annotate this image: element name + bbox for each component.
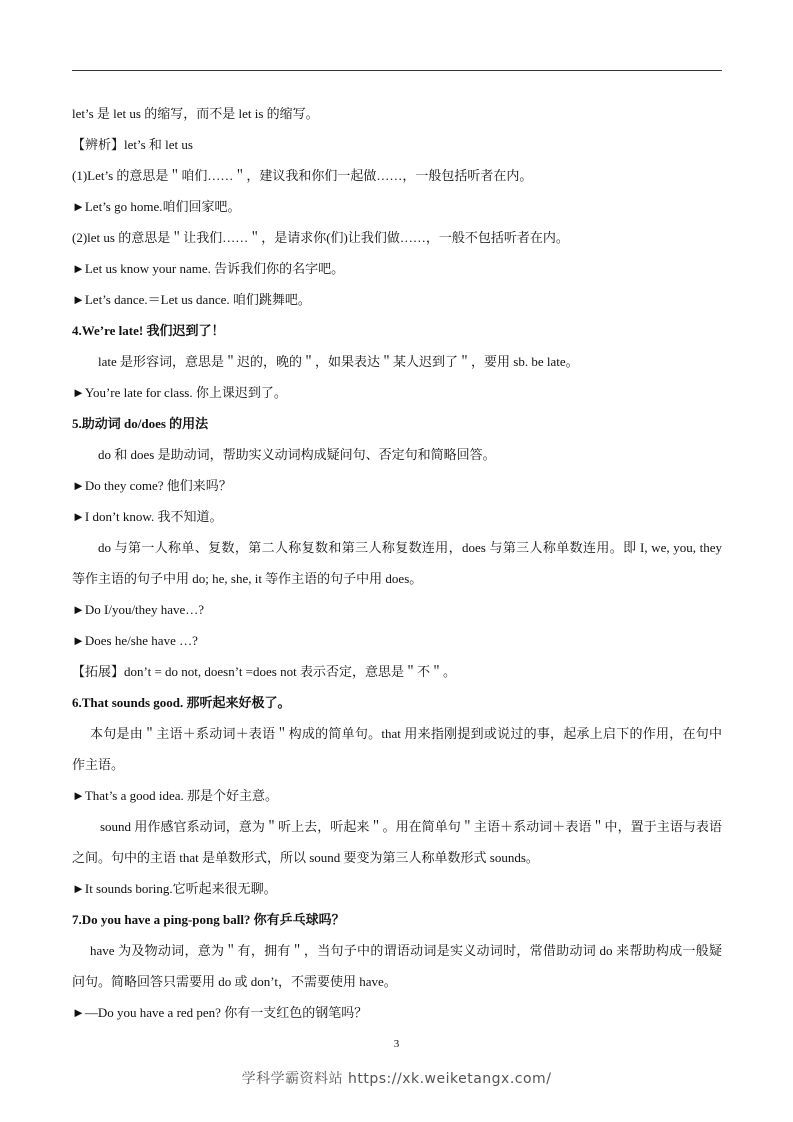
example-line: ►Let us know your name. 告诉我们你的名字吧。 [72,261,345,276]
paragraph: 本句是由＂主语＋系动词＋表语＂构成的简单句。that 用来指刚提到或说过的事，起承上启下的作用，在句中作主语。 [72,726,722,772]
paragraph: have 为及物动词，意为＂有，拥有＂，当句子中的谓语动词是实义动词时，常借助动词 do 来帮助构成一般疑问句。简略回答只需要用 do 或 don’t，不需要使用 have。 [72,943,722,989]
example-line: ►Let’s go home.咱们回家吧。 [72,199,241,214]
section-heading: 7.Do you have a ping-pong ball? 你有乒乓球吗？ [72,912,345,927]
paragraph: sound 用作感官系动词，意为＂听上去，听起来＂。用在简单句＂主语＋系动词＋表语＂中，置于主语与表语之间。句中的主语 that 是单数形式，所以 sound 要变为第三人称单数形式 sounds。 [72,819,722,865]
section-heading: 6.That sounds good. 那听起来好极了。 [72,695,291,710]
text-line: do 和 does 是助动词，帮助实义动词构成疑问句、否定句和简略回答。 [98,447,496,462]
text-line: 【辨析】let’s 和 let us [72,137,193,152]
footer-watermark: 学科学霸资料站 https://xk.weiketangx.com/ [241,1071,552,1087]
example-line: ►Do I/you/they have…? [72,602,204,617]
example-line: ►—Do you have a red pen? 你有一支红色的钢笔吗？ [72,1005,368,1020]
text-line: (1)Let’s 的意思是＂咱们……＂，建议我和你们一起做……，一般包括听者在内。 [72,168,533,183]
header-rule [72,70,722,71]
text-line: let’s 是 let us 的缩写，而不是 let is 的缩写。 [72,106,319,121]
example-line: ►I don’t know. 我不知道。 [72,509,223,524]
page-number: 3 [393,1038,400,1050]
text-line: late 是形容词，意思是＂迟的，晚的＂，如果表达＂某人迟到了＂，要用 sb. be late。 [98,354,579,369]
example-line: ►Does he/she have …? [72,633,198,648]
section-heading: 5.助动词 do/does 的用法 [72,416,209,431]
paragraph: do 与第一人称单、复数，第二人称复数和第三人称复数连用，does 与第三人称单数连用。即 I, we, you, they 等作主语的句子中用 do; he, she, it 等作主语的句子中用 does。 [72,540,722,586]
text-line: 【拓展】don’t = do not, doesn’t =does not 表示否定，意思是＂不＂。 [72,664,456,679]
document-body [72,98,722,1028]
example-line: ►Do they come? 他们来吗？ [72,478,232,493]
example-line: ►You’re late for class. 你上课迟到了。 [72,385,287,400]
example-line: ►Let’s dance.＝Let us dance. 咱们跳舞吧。 [72,292,311,307]
section-heading: 4.We’re late! 我们迟到了！ [72,323,225,338]
text-line: (2)let us 的意思是＂让我们……＂，是请求你(们)让我们做……，一般不包括听者在内。 [72,230,569,245]
example-line: ►It sounds boring.它听起来很无聊。 [72,881,277,896]
example-line: ►That’s a good idea. 那是个好主意。 [72,788,279,803]
